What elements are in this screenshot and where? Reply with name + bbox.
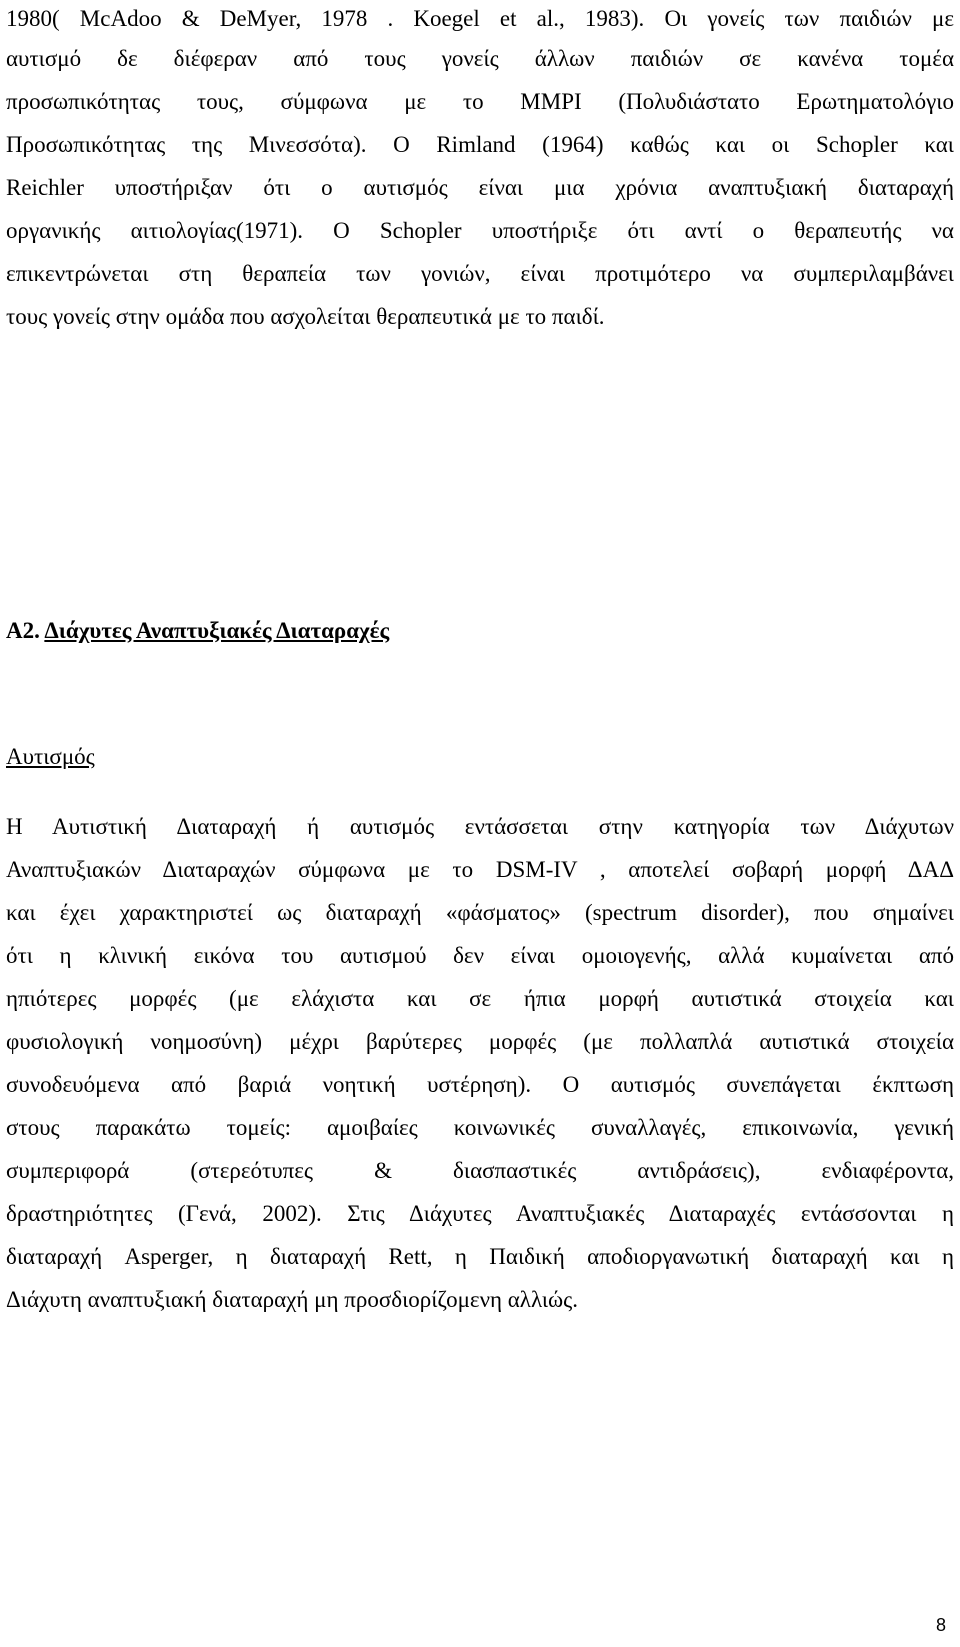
section-heading <box>6 616 389 646</box>
paragraph-line: Προσωπικότητας της Μινεσσότα). Ο Rimland (1964) καθώς και οι Schopler και <box>6 132 954 157</box>
paragraph-line: και έχει χαρακτηριστεί ως διαταραχή «φάσματος» (spectrum disorder), που σημαίνει <box>6 900 954 925</box>
paragraph-line: προσωπικότητας τους, σύμφωνα με το ΜΜΡΙ (Πολυδιάστατο Ερωτηματολόγιο <box>6 89 954 114</box>
paragraph-line: συνοδευόμενα από βαριά νοητική υστέρηση). Ο αυτισμός συνεπάγεται έκπτωση <box>6 1072 954 1097</box>
paragraph-line: αυτισμό δε διέφεραν από τους γονείς άλλων παιδιών σε κανένα τομέα <box>6 46 954 71</box>
paragraph-line: διαταραχή Asperger, η διαταραχή Rett, η Παιδική αποδιοργανωτική διαταραχή και η <box>6 1244 954 1269</box>
paragraph-line: ηπιότερες μορφές (με ελάχιστα και σε ήπια μορφή αυτιστικά στοιχεία και <box>6 986 954 1011</box>
paragraph-line: στους παρακάτω τομείς: αμοιβαίες κοινωνικές συναλλαγές, επικοινωνία, γενική <box>6 1115 954 1140</box>
paragraph-line: Η Αυτιστική Διαταραχή ή αυτισμός εντάσσεται στην κατηγορία των Διάχυτων <box>6 814 954 839</box>
paragraph-line: Αναπτυξιακών Διαταραχών σύμφωνα με το DSM-IV , αποτελεί σοβαρή μορφή ΔΑΔ <box>6 857 954 882</box>
document-page <box>6 0 954 1647</box>
subsection-heading: Αυτισμός <box>6 744 95 769</box>
paragraph-line: επικεντρώνεται στη θεραπεία των γονιών, είναι προτιμότερο να συμπεριλαμβάνει <box>6 261 954 286</box>
paragraph-line: Διάχυτη αναπτυξιακή διαταραχή μη προσδιορίζομενη αλλιώς. <box>6 1287 579 1312</box>
paragraph-line: Reichler υποστήριξαν ότι ο αυτισμός είναι μια χρόνια αναπτυξιακή διαταραχή <box>6 175 954 200</box>
paragraph-line: φυσιολογική νοημοσύνη) μέχρι βαρύτερες μορφές (με πολλαπλά αυτιστικά στοιχεία <box>6 1029 954 1054</box>
paragraph-line: 1980( McAdoo & DeMyer, 1978 . Koegel et al., 1983). Οι γονείς των παιδιών με <box>6 6 954 31</box>
paragraph-line: τους γονείς στην ομάδα που ασχολείται θεραπευτικά με το παιδί. <box>6 304 605 329</box>
paragraph-line: οργανικής αιτιολογίας(1971). Ο Schopler υποστήριξε ότι αντί ο θεραπευτής να <box>6 218 954 243</box>
section-title: Διάχυτες Αναπτυξιακές Διαταραχές <box>44 618 390 643</box>
paragraph-line: ότι η κλινική εικόνα του αυτισμού δεν είναι ομοιογενής, αλλά κυμαίνεται από <box>6 943 954 968</box>
section-number: Α2. <box>6 618 40 643</box>
paragraph-line: συμπεριφορά (στερεότυπες & διασπαστικές αντιδράσεις), ενδιαφέροντα, <box>6 1158 954 1183</box>
page-number: 8 <box>935 1615 946 1635</box>
paragraph-line: δραστηριότητες (Γενά, 2002). Στις Διάχυτες Αναπτυξιακές Διαταραχές εντάσσονται η <box>6 1201 954 1226</box>
